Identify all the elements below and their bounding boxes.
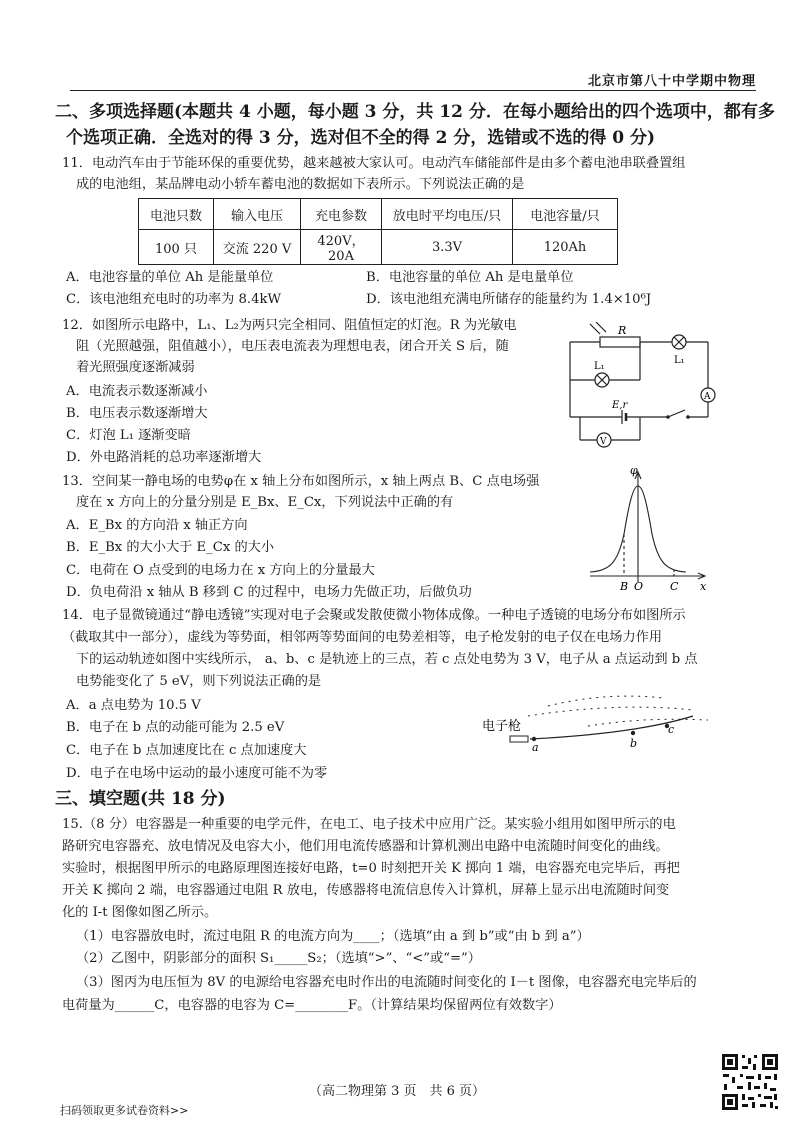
table-cell: 100 只 <box>139 230 214 265</box>
table-header-cell: 电池容量/只 <box>513 199 618 230</box>
battery-label: E,r <box>612 400 628 411</box>
q14-option-b[interactable]: B．电子在 b 点的动能可能为 2.5 eV <box>66 720 285 735</box>
q13-stem-line1: 13．空间某一静电场的电势φ在 x 轴上分布如图所示，x 轴上两点 B、C 点电场强 <box>62 474 540 489</box>
lamp-label-branch: L₁ <box>594 361 605 372</box>
section3-title: 三、填空题(共 18 分) <box>55 789 226 809</box>
q15-stem-line5: 化的 I-t 图像如图乙所示。 <box>62 905 218 920</box>
point-c-label: c <box>668 723 675 736</box>
q14-option-a[interactable]: A．a 点电势为 10.5 V <box>66 698 201 713</box>
table-header-cell: 电池只数 <box>139 199 214 230</box>
q14-electron-lens-diagram <box>478 690 718 756</box>
q14-option-d[interactable]: D．电子在电场中运动的最小速度可能不为零 <box>66 766 328 781</box>
page-footer: （高二物理第 3 页 共 6 页） <box>308 1084 486 1099</box>
q11-option-c[interactable]: C．该电池组充电时的功率为 8.4kW <box>66 292 282 307</box>
q15-stem-line4: 开关 K 掷向 2 端，电容器通过电阻 R 放电，传感器将电流信息传入计算机，屏幕上显示出电流随时间变 <box>62 883 670 898</box>
table-header-cell: 充电参数 <box>301 199 382 230</box>
table-cell: 3.3V <box>382 230 513 265</box>
q12-stem-line1: 12．如图所示电路中，L₁、L₂为两只完全相同、阻值恒定的灯泡。R 为光敏电 <box>62 318 517 333</box>
q12-option-c[interactable]: C．灯泡 L₁ 逐渐变暗 <box>66 428 191 443</box>
q12-stem-line3: 着光照强度逐渐减弱 <box>76 360 195 375</box>
q11-option-d[interactable]: D．该电池组充满电所储存的能量约为 1.4×10⁶J <box>366 292 652 307</box>
x-axis-label: x <box>700 580 707 593</box>
ammeter-label: A <box>704 392 711 402</box>
q15-stem-line1: 15.（8 分）电容器是一种重要的电学元件，在电工、电子技术中应用广泛。某实验小组用如图甲所示的电 <box>62 817 676 832</box>
qr-code-icon[interactable] <box>720 1052 780 1112</box>
point-c-label: C <box>670 580 679 593</box>
table-cell: 交流 220 V <box>214 230 301 265</box>
q13-option-a[interactable]: A．E_Bx 的方向沿 x 轴正方向 <box>66 518 248 533</box>
q14-stem-line1: 14．电子显微镜通过“静电透镜”实现对电子会聚或发散使微小物体成像。一种电子透镜的电场分布如图所示 <box>62 608 686 623</box>
q11-option-b[interactable]: B．电池容量的单位 Ah 是电量单位 <box>366 270 574 285</box>
q11-stem-line1: 11．电动汽车由于节能环保的重要优势，越来越被大家认可。电动汽车储能部件是由多个蓄电池串联叠置组 <box>62 156 686 171</box>
q11-option-a[interactable]: A．电池容量的单位 Ah 是能量单位 <box>66 270 274 285</box>
table-header-cell: 输入电压 <box>214 199 301 230</box>
q14-stem-line4: 电势能变化了 5 eV，则下列说法正确的是 <box>76 674 322 689</box>
q15-stem-line3: 实验时，根据图甲所示的电路原理图连接好电路，t=0 时刻把开关 K 掷向 1 端，电容器充电完毕后，再把 <box>62 861 680 876</box>
battery-table <box>138 198 618 265</box>
q13-option-b[interactable]: B．E_Bx 的大小大于 E_Cx 的大小 <box>66 540 275 555</box>
phi-axis-label: φ <box>630 464 638 477</box>
point-b-label: b <box>630 737 638 750</box>
electron-gun-label: 电子枪 <box>482 719 522 734</box>
resistor-label: R <box>618 324 627 337</box>
point-a-label: a <box>532 741 539 754</box>
school-header: 北京市第八十中学期中物理 <box>587 74 756 89</box>
q15-subq2[interactable]: （2）乙图中，阴影部分的面积 S₁_____S₂；（选填“>”、“<”或“=”） <box>76 951 481 966</box>
table-header-cell: 放电时平均电压/只 <box>382 199 513 230</box>
q15-subq3-line1[interactable]: （3）图丙为电压恒为 8V 的电源给电容器充电时作出的电流随时间变化的 I－t 图像，电容器充电完毕后的 <box>76 975 697 990</box>
q12-option-d[interactable]: D．外电路消耗的总功率逐渐增大 <box>66 450 262 465</box>
q15-stem-line2: 路研究电容器充、放电情况及电容大小，他们用电流传感器和计算机测出电路中电流随时间变化的曲线。 <box>62 839 669 854</box>
q14-stem-line3: 下的运动轨迹如图中实线所示， a、b、c 是轨迹上的三点，若 c 点处电势为 3 V，电子从 a 点运动到 b 点 <box>76 652 698 667</box>
q15-subq1[interactable]: （1）电容器放电时，流过电阻 R 的电流方向为____；（选填“由 a 到 b”或“由 b 到 a”） <box>76 929 590 944</box>
q11-stem-line2: 成的电池组，某品牌电动小轿车蓄电池的数据如下表所示。下列说法正确的是 <box>76 177 525 192</box>
q14-option-c[interactable]: C．电子在 b 点加速度比在 c 点加速度大 <box>66 743 307 758</box>
q13-potential-graph <box>586 464 714 594</box>
header-rule <box>70 90 756 91</box>
q15-subq3-line2[interactable]: 电荷量为______C，电容器的电容为 C=________F。（计算结果均保留两位有效数字） <box>62 998 562 1013</box>
q13-option-c[interactable]: C．电荷在 O 点受到的电场力在 x 方向上的分量最大 <box>66 563 375 578</box>
origin-label: O <box>634 580 644 593</box>
section2-title-line2: 个选项正确．全选对的得 3 分，选对但不全的得 2 分，选错或不选的得 0 分) <box>66 128 656 148</box>
scan-prompt-link[interactable]: 扫码领取更多试卷资料>> <box>60 1104 189 1117</box>
table-row <box>139 230 618 265</box>
table-cell: 120Ah <box>513 230 618 265</box>
q12-option-a[interactable]: A．电流表示数逐渐减小 <box>66 384 208 399</box>
q12-stem-line2: 阻（光照越强，阻值越小），电压表电流表为理想电表，闭合开关 S 后，随 <box>76 339 509 354</box>
q12-circuit-diagram <box>560 322 720 454</box>
lamp-label-right: L₁ <box>674 355 685 366</box>
q12-option-b[interactable]: B．电压表示数逐渐增大 <box>66 406 208 421</box>
table-header-row <box>139 199 618 230</box>
voltmeter-label: V <box>600 437 607 447</box>
q13-stem-line2: 度在 x 方向上的分量分别是 E_Bx、E_Cx，下列说法中正确的有 <box>76 495 454 510</box>
section2-title-line1: 二、多项选择题(本题共 4 小题，每小题 3 分，共 12 分．在每小题给出的四个选项中，都有多 <box>55 102 775 122</box>
table-cell: 420V，20A <box>301 230 382 265</box>
point-b-label: B <box>620 580 629 593</box>
q13-option-d[interactable]: D．负电荷沿 x 轴从 B 移到 C 的过程中，电场力先做正功，后做负功 <box>66 585 472 600</box>
q14-stem-line2: （截取其中一部分），虚线为等势面，相邻两等势面间的电势差相等，电子枪发射的电子仅在电场力作用 <box>62 630 663 645</box>
